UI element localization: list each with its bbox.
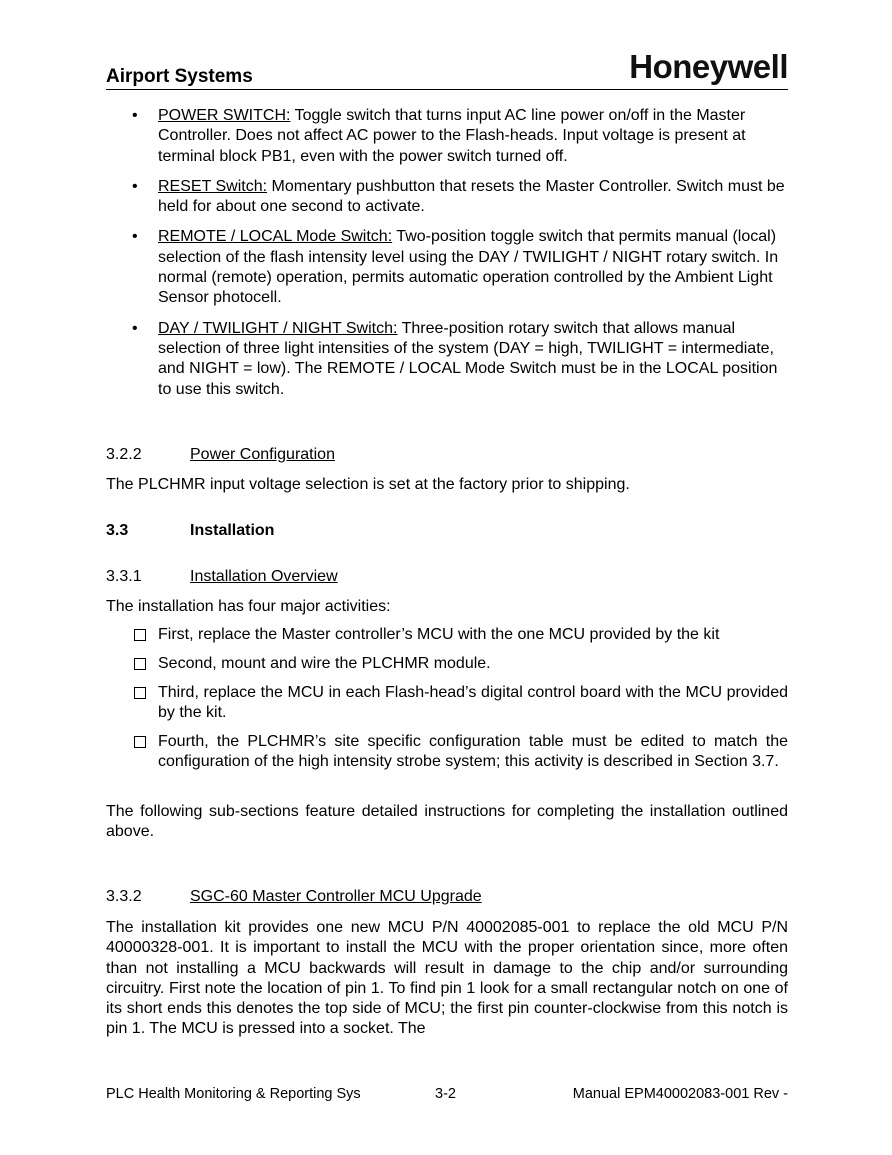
bullet-item: [106, 319, 788, 400]
bullet-dot: •: [132, 228, 138, 246]
heading-3-3-1: [106, 568, 788, 586]
checkbox-icon: [134, 629, 146, 641]
checklist-item: [106, 625, 788, 645]
heading-number: 3.2.2: [106, 446, 142, 463]
bullet-dot: •: [132, 177, 138, 195]
bullet-label: DAY / TWILIGHT / NIGHT Switch:: [158, 319, 398, 337]
bullet-item: [106, 177, 788, 218]
heading-number: 3.3: [106, 522, 129, 539]
heading-title: Installation Overview: [190, 568, 338, 585]
heading-number: 3.3.1: [106, 568, 142, 585]
header-section-title: Airport Systems: [106, 66, 253, 87]
bullet-label: RESET Switch:: [158, 177, 268, 195]
footer-manual-id: Manual EPM40002083-001 Rev -: [572, 1086, 788, 1102]
power-config-paragraph: The PLCHMR input voltage selection is set at the factory prior to shipping.: [106, 476, 630, 493]
checklist-text: Third, replace the MCU in each Flash-head’s digital control board with the MCU provided by the kit.: [158, 683, 788, 721]
activity-checklist: [106, 625, 788, 781]
footer-page-number: 3-2: [435, 1086, 456, 1102]
bullet-dot: •: [132, 107, 138, 124]
heading-title: Installation: [190, 522, 275, 539]
page-header: [106, 48, 788, 90]
bullet-item: [106, 106, 788, 167]
checklist-item: [106, 732, 788, 773]
checklist-item: [106, 654, 788, 674]
honeywell-logo: Honeywell: [629, 48, 788, 85]
checkbox-icon: [134, 687, 146, 699]
installation-outro: The following sub-sections feature detailed instructions for completing the installation outlined above.: [106, 803, 788, 841]
installation-intro: The installation has four major activities:: [106, 598, 391, 615]
switch-bullet-list: [106, 106, 788, 410]
bullet-text: Three-position rotary switch that allows manual selection of three light intensities of the system (DAY = high, TWILIGHT = intermediate, and NIGHT = low). The REMOTE / LOCAL Mode Switch must be in the LOCAL position to use this switch.: [158, 319, 778, 398]
heading-title: SGC-60 Master Controller MCU Upgrade: [190, 888, 482, 905]
bullet-label: POWER SWITCH:: [158, 107, 291, 124]
checklist-text: Second, mount and wire the PLCHMR module.: [158, 654, 491, 672]
bullet-text: Momentary pushbutton that resets the Master Controller. Switch must be held for about one second to activate.: [158, 177, 785, 216]
bullet-label: REMOTE / LOCAL Mode Switch:: [158, 228, 393, 246]
heading-number: 3.3.2: [106, 888, 142, 905]
heading-3-2-2: [106, 446, 788, 464]
bullet-text: Two-position toggle switch that permits manual (local) selection of the flash intensity level using the DAY / TWILIGHT / NIGHT rotary switch. In normal (remote) operation, permits automatic operation controlled by the Ambient Light Sensor photocell.: [158, 228, 779, 307]
heading-3-3: [106, 522, 788, 540]
checklist-text: Fourth, the PLCHMR’s site specific configuration table must be edited to match the configuration of the high intensity strobe system; this activity is described in Section 3.7.: [158, 732, 788, 770]
header-rule: [106, 89, 788, 90]
heading-title: Power Configuration: [190, 446, 335, 463]
bullet-dot: •: [132, 319, 138, 337]
checkbox-icon: [134, 736, 146, 748]
footer-doc-title: PLC Health Monitoring & Reporting Sys: [106, 1086, 361, 1102]
checkbox-icon: [134, 658, 146, 670]
heading-3-3-2: [106, 888, 788, 906]
checklist-text: First, replace the Master controller’s MCU with the one MCU provided by the kit: [158, 626, 720, 643]
bullet-text: Toggle switch that turns input AC line power on/off in the Master Controller. Does not affect AC power to the Flash-heads. Input voltage is present at terminal block PB1, even with the power switch turned off.: [158, 107, 746, 165]
mcu-upgrade-paragraph: The installation kit provides one new MCU P/N 40002085-001 to replace the old MCU P/N 40000328-001. It is important to install the MCU with the proper orientation since, more often than not installing a MCU backwards will result in damage to the chip and/or surrounding circuitry. First note the location of pin 1. To find pin 1 look for a small rectangular notch on one of its short ends this denotes the top side of MCU; the first pin counter-clockwise from this notch is pin 1. The MCU is pressed into a socket. The: [106, 919, 788, 1038]
checklist-item: [106, 683, 788, 724]
bullet-item: [106, 227, 788, 308]
